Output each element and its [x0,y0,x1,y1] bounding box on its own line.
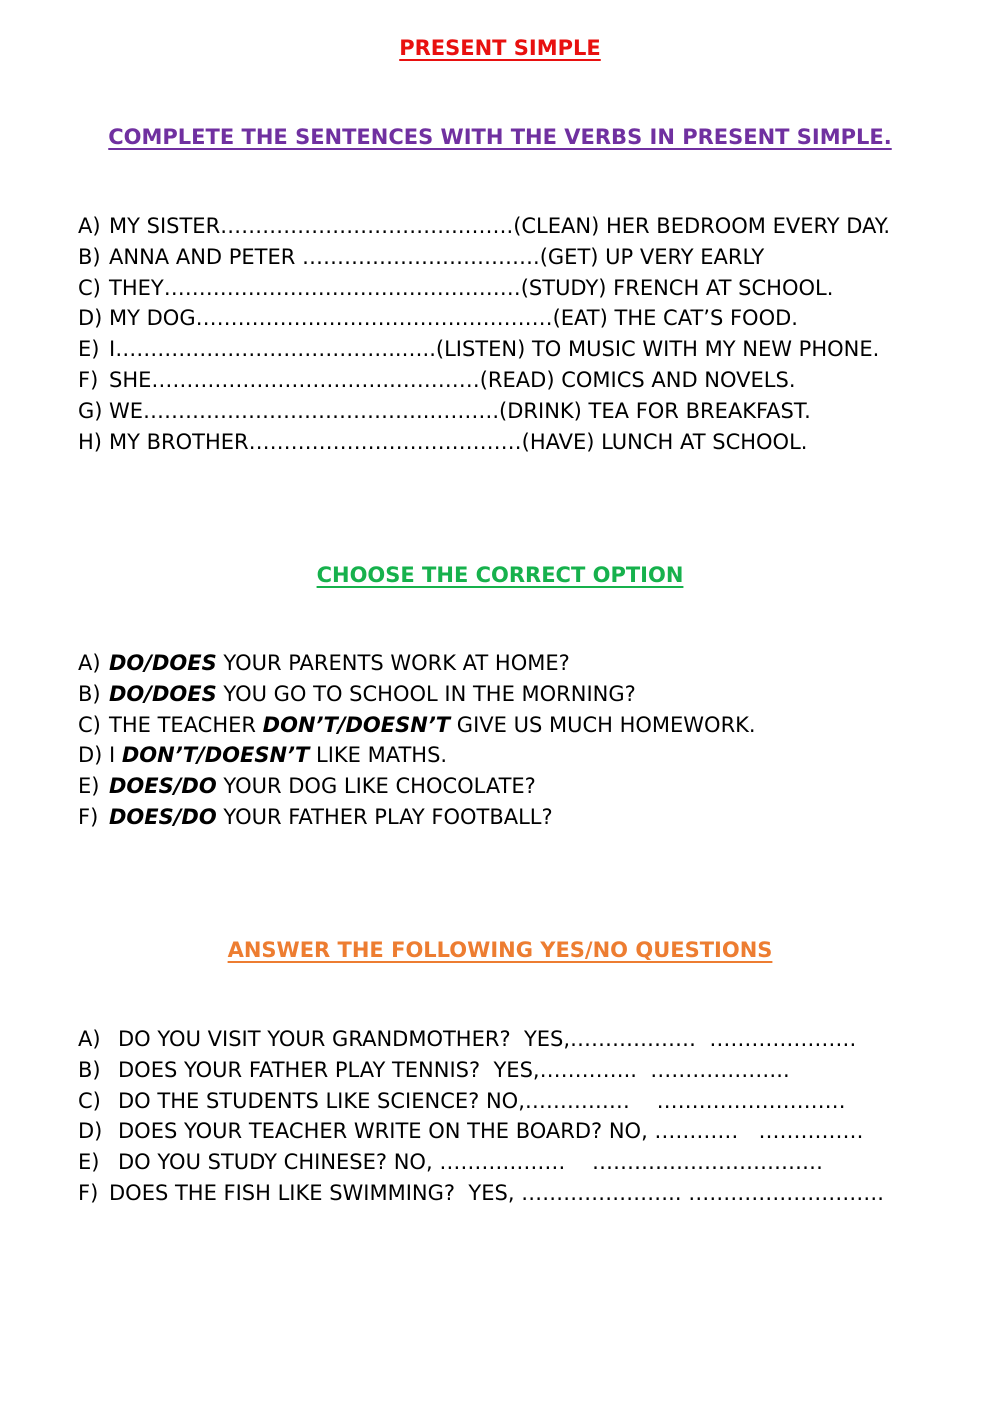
item-label: F) [78,804,99,829]
list-item [78,334,890,365]
item-label: G) [78,398,103,423]
item-text: DOES YOUR FATHER PLAY TENNIS? YES,………….. ……………….. [118,1057,790,1082]
item-text: DOES THE FISH LIKE SWIMMING? YES, ………………….. ………………………. [109,1180,884,1205]
list-item [78,1178,884,1209]
list-item [78,740,756,771]
item-label: H) [78,429,102,454]
list-item [78,1086,884,1117]
item-keyword: DON’T/DOESN’T [121,743,310,768]
item-text: DO THE STUDENTS LIKE SCIENCE? NO,…………… ……………………… [118,1088,846,1113]
item-label: D) [78,743,103,768]
item-text: MY SISTER……………………………..…….(CLEAN) HER BEDROOM EVERY DAY. [109,214,891,238]
item-label: E) [78,774,100,799]
item-label: C) [78,275,101,300]
item-keyword: DO/DOES [109,681,217,706]
section1-title: COMPLETE THE SENTENCES WITH THE VERBS IN PRESENT SIMPLE. [108,125,892,149]
item-text: ANNA AND PETER …………………………….(GET) UP VERY EARLY [109,244,765,269]
item-text: I…………………………………..…..(LISTEN) TO MUSIC WITH MY NEW PHONE. [109,337,880,362]
item-label: B) [78,244,101,269]
list-item [78,1116,884,1147]
item-text: MY BROTHER…………………………………(HAVE) LUNCH AT SCHOOL. [109,429,808,454]
section2-list [78,648,756,833]
item-post: LIKE MATHS. [309,743,448,768]
item-keyword: DO/DOES [109,651,217,675]
list-item [78,303,890,334]
list-item [78,679,756,710]
item-label: B) [78,1057,101,1082]
item-text: WE…………………………………..……….(DRINK) TEA FOR BREAKFAST. [109,398,811,423]
item-post: YOU GO TO SCHOOL IN THE MORNING? [216,681,636,706]
list-item [78,273,890,304]
item-text: DO YOU STUDY CHINESE? NO, ……………… …………………………… [118,1150,824,1175]
item-label: B) [78,681,101,706]
item-text [109,802,553,833]
item-keyword: DOES/DO [109,804,217,829]
item-text [109,740,447,771]
page-title: PRESENT SIMPLE [399,36,601,60]
list-item [78,211,890,242]
item-label: D) [78,306,103,331]
list-item [78,771,756,802]
list-item [78,1147,884,1178]
item-pre: I [109,743,122,768]
item-label: D) [78,1119,103,1144]
list-item [78,242,890,273]
list-item [78,396,890,427]
item-text [109,771,536,802]
item-keyword: DOES/DO [109,774,217,799]
item-post: YOUR DOG LIKE CHOCOLATE? [216,774,536,799]
item-text: DOES YOUR TEACHER WRITE ON THE BOARD? NO, ………… …………… [118,1119,864,1144]
item-text: THEY……………………………………………(STUDY) FRENCH AT SCHOOL. [109,275,834,300]
list-item [78,1024,884,1055]
list-item [78,1055,884,1086]
list-item [78,648,756,679]
item-text [109,710,756,741]
item-post: YOUR PARENTS WORK AT HOME? [216,651,570,675]
item-text [109,679,636,710]
item-label: F) [78,1180,99,1205]
item-label: E) [78,1150,100,1175]
item-post: YOUR FATHER PLAY FOOTBALL? [216,804,553,829]
section3-list [78,1024,884,1209]
list-item [78,710,756,741]
item-label: A) [78,1027,101,1051]
item-text [109,648,570,679]
item-label: E) [78,337,100,362]
section1-list [78,211,890,457]
item-post: GIVE US MUCH HOMEWORK. [450,712,756,737]
item-pre: THE TEACHER [109,712,263,737]
item-text: SHE……………………………..…………(READ) COMICS AND NOVELS. [109,367,796,392]
section2-title: CHOOSE THE CORRECT OPTION [316,563,684,587]
item-label: C) [78,1088,101,1113]
list-item [78,427,890,458]
section3-title: ANSWER THE FOLLOWING YES/NO QUESTIONS [227,938,773,962]
list-item [78,365,890,396]
item-keyword: DON’T/DOESN’T [262,712,451,737]
list-item [78,802,756,833]
item-label: A) [78,214,101,238]
item-text: DO YOU VISIT YOUR GRANDMOTHER? YES,……………… ………………… [118,1027,857,1051]
item-text: MY DOG……………………………………………(EAT) THE CAT’S FOOD. [109,306,798,331]
item-label: C) [78,712,101,737]
item-label: F) [78,367,99,392]
item-label: A) [78,651,101,675]
